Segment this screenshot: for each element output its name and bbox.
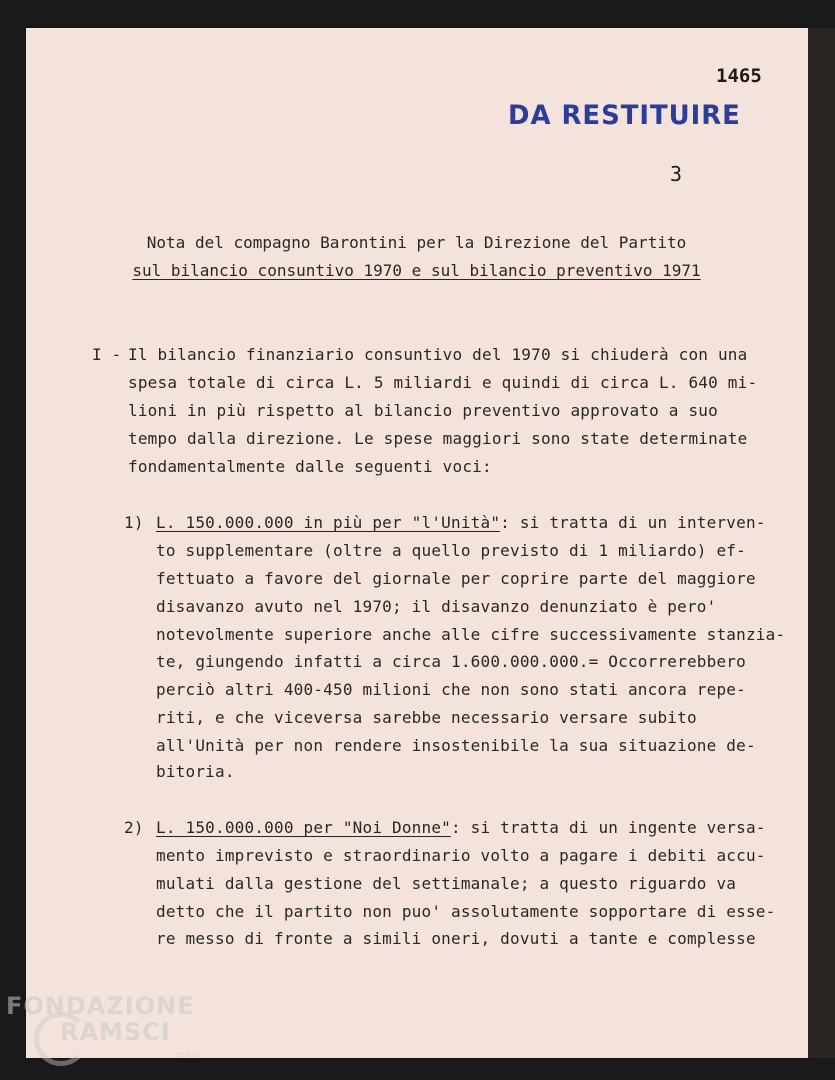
item-line: fettuato a favore del giornale per coprire parte del maggiore (156, 569, 756, 588)
item-line: riti, e che viceversa sarebbe necessario versare subito (156, 708, 697, 727)
section-line: Il bilancio finanziario consuntivo del 1970 si chiuderà con una (128, 345, 748, 364)
sheet-number: 3 (670, 162, 683, 186)
item-line: mulati dalla gestione del settimanale; a questo riguardo va (156, 874, 737, 893)
section-line: tempo dalla direzione. Le spese maggiori sono state determinate (128, 429, 748, 448)
section-line: spesa totale di circa L. 5 miliardi e quindi di circa L. 640 mi- (128, 373, 758, 392)
watermark-line-1: FONDAZIONE (6, 992, 195, 1020)
item-line: re messo di fronte a simili oneri, dovuti a tante e complesse (156, 929, 756, 948)
restitution-stamp: DA RESTITUIRE (508, 100, 741, 131)
section-marker: I - (92, 345, 122, 364)
item-line: : si tratta di un interven- (500, 513, 766, 532)
item-line: disavanzo avuto nel 1970; il disavanzo denunziato è pero' (156, 597, 717, 616)
watermark-line-2: RAMSCI (60, 1018, 171, 1046)
item-line: te, giungendo infatti a circa 1.600.000.000.= Occorrerebbero (156, 652, 746, 671)
item-heading: L. 150.000.000 in più per "l'Unità" (156, 513, 501, 532)
item-line: perciò altri 400-450 milioni che non sono stati ancora repe- (156, 680, 746, 699)
section-line: lioni in più rispetto al bilancio preventivo approvato a suo (128, 401, 718, 420)
section-line: fondamentalmente dalle seguenti voci: (128, 457, 492, 476)
title-line-2: sul bilancio consuntivo 1970 e sul bilancio preventivo 1971 (132, 261, 701, 280)
watermark-suffix: onlus (175, 1050, 200, 1060)
item-line: all'Unità per non rendere insostenibile la sua situazione de- (156, 736, 756, 755)
item-line: bitoria. (156, 762, 235, 781)
item-line: detto che il partito non puo' assolutamente sopportare di esse- (156, 902, 776, 921)
title-line-1: Nota del compagno Barontini per la Direzione del Partito (146, 233, 687, 252)
item-line: : si tratta di un ingente versa- (450, 818, 766, 837)
item-marker: 1) (124, 513, 144, 532)
item-marker: 2) (124, 818, 144, 837)
item-line: to supplementare (oltre a quello previsto di 1 miliardo) ef- (156, 541, 746, 560)
page-number: 1465 (716, 65, 762, 87)
scan-edge (808, 28, 835, 1058)
item-line: mento imprevisto e straordinario volto a pagare i debiti accu- (156, 846, 766, 865)
item-heading: L. 150.000.000 per "Noi Donne" (156, 818, 451, 837)
item-line: notevolmente superiore anche alle cifre successivamente stanzia- (156, 625, 786, 644)
